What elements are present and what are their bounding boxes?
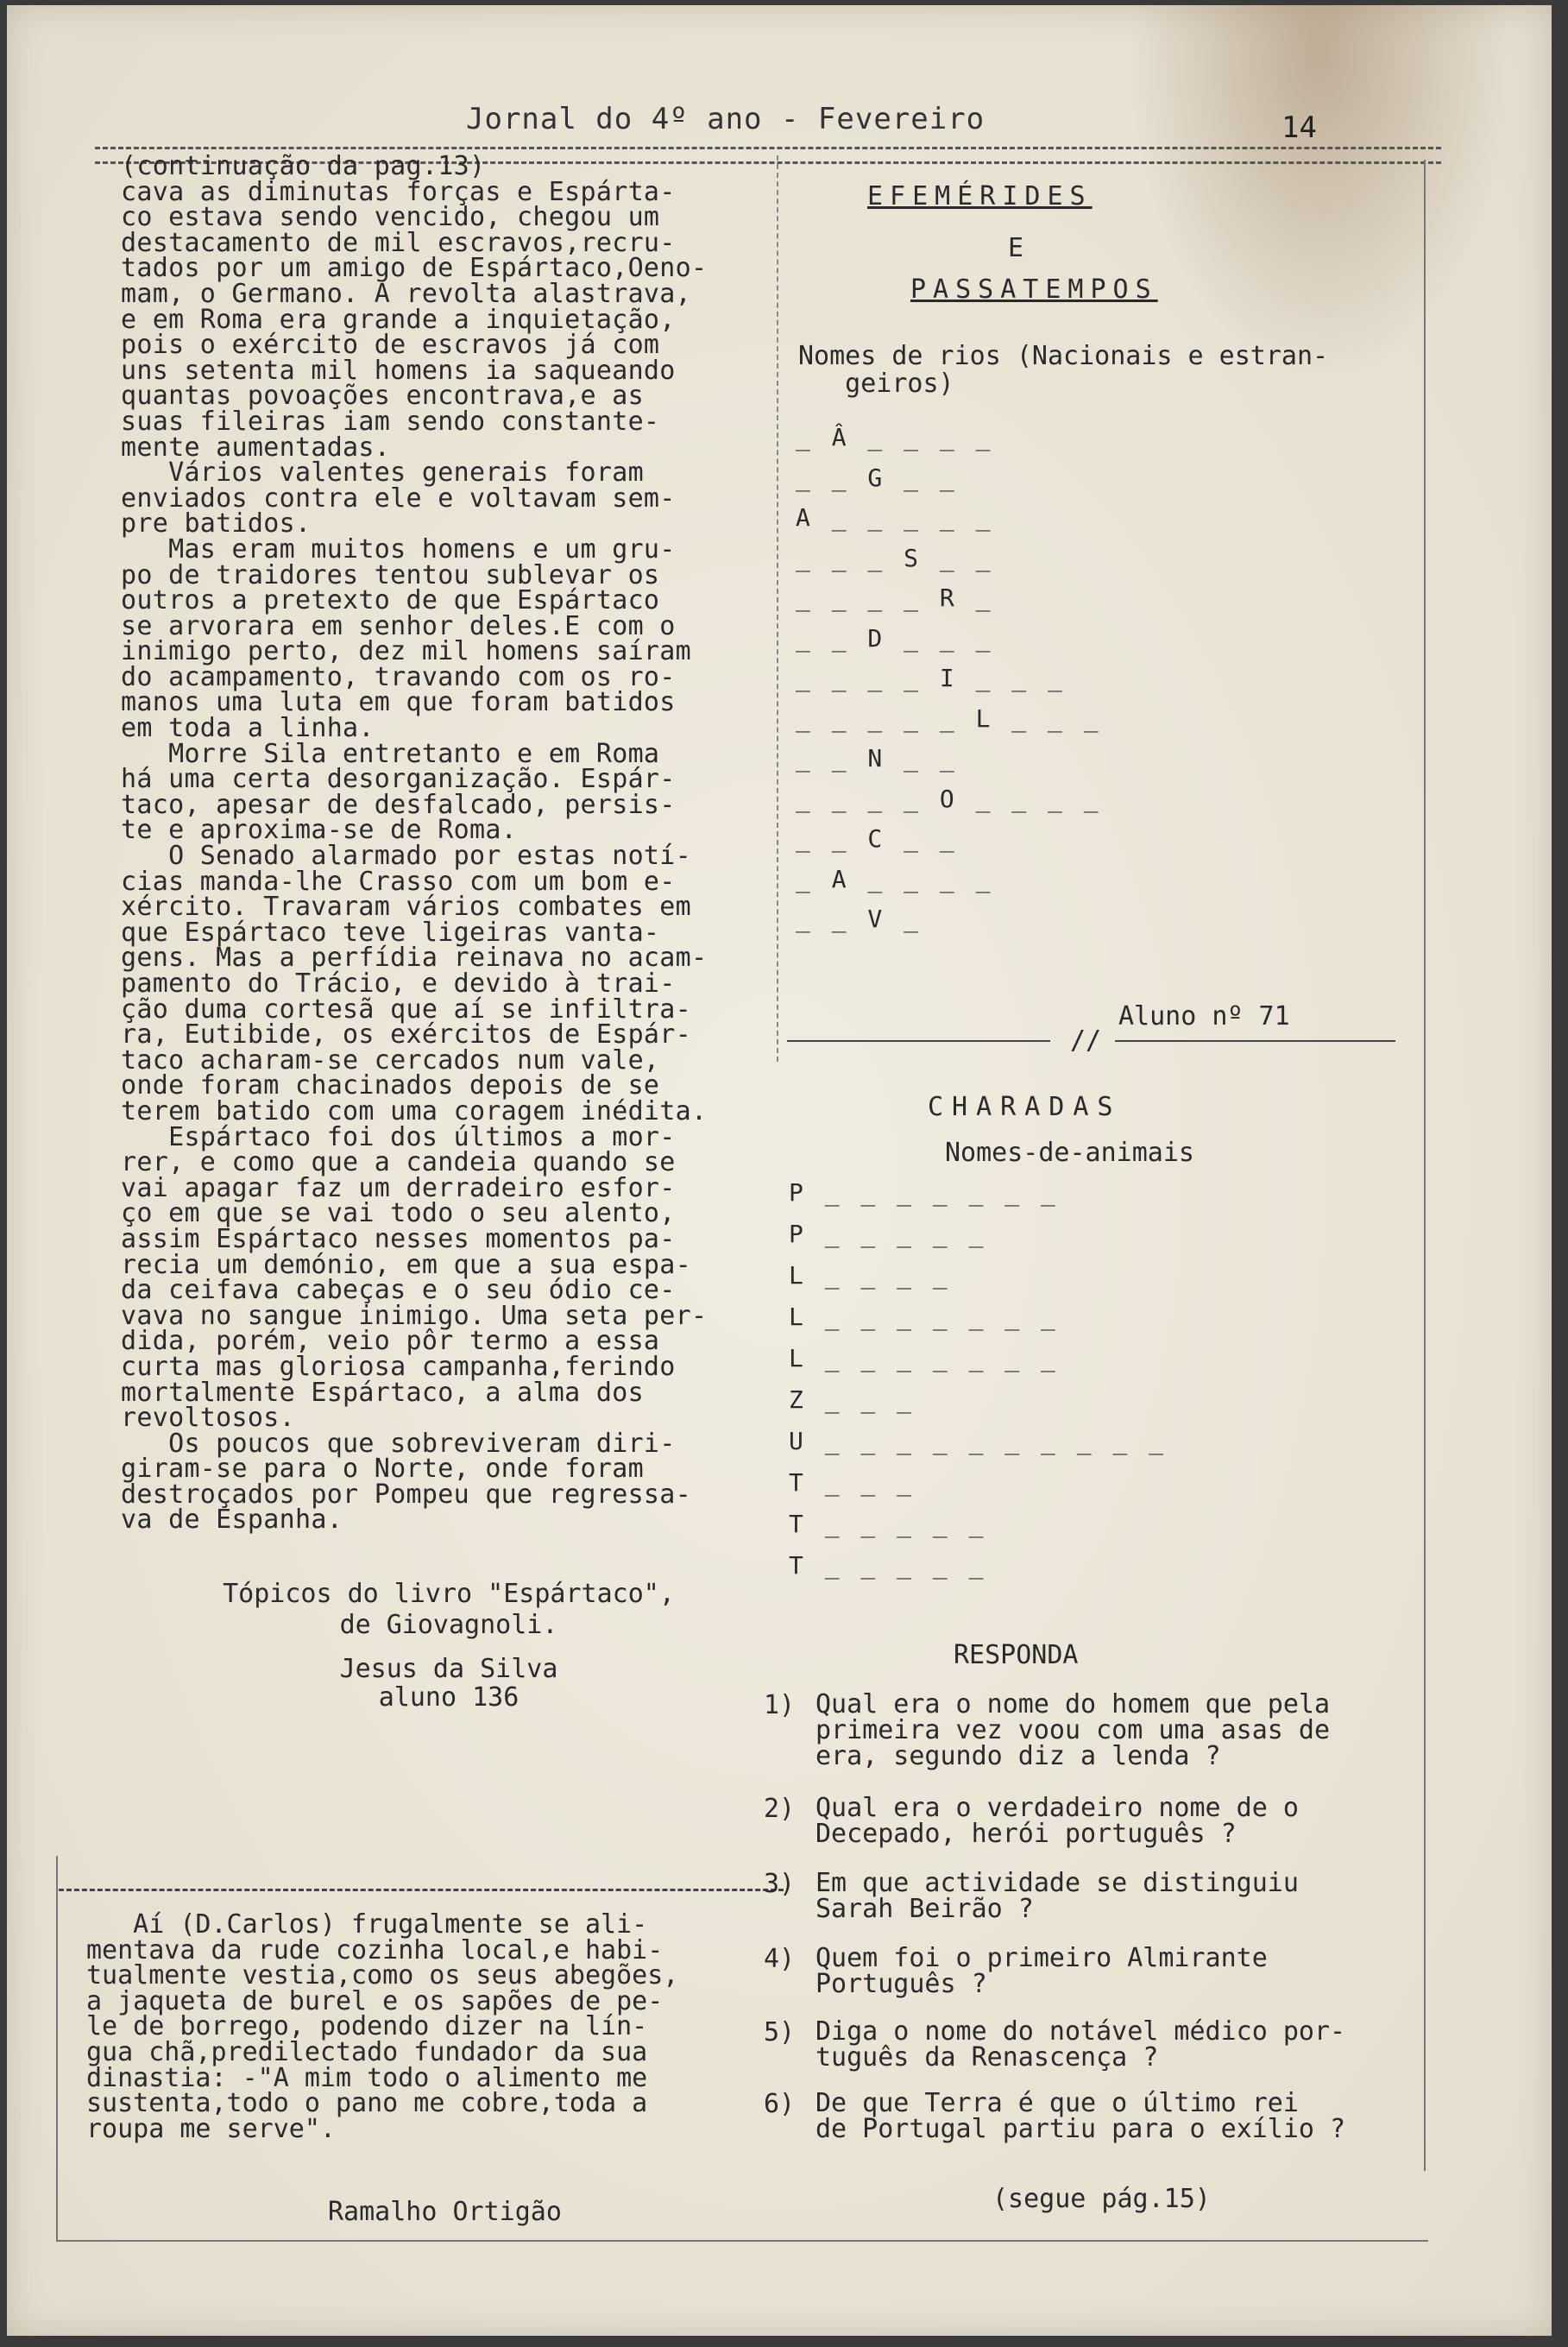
article-line: (continuação da pag.13)	[121, 151, 486, 181]
article-line: xército. Travaram vários combates em	[121, 892, 692, 923]
article-line: cias manda-lhe Crasso com um bom e-	[121, 866, 676, 897]
article-line: po de traidores tentou sublevar os	[121, 559, 660, 590]
article-line: quantas povoações encontrava,e as	[121, 381, 644, 412]
spartacus-article	[121, 151, 777, 1536]
charada-clue: L _ _ _ _ _ _ _	[789, 1303, 1059, 1331]
article-line: rer, e como que a candeia quando se	[121, 1147, 676, 1178]
left-separator	[59, 1889, 784, 1891]
article-line: dida, porém, veio pôr termo a essa	[121, 1326, 660, 1357]
article-line: destacamento de mil escravos,recru-	[121, 227, 676, 258]
river-clue: _ _ G _ _	[796, 463, 958, 492]
charada-clue: L _ _ _ _	[789, 1261, 951, 1290]
article-line: cava as diminutas forças e Espárta-	[121, 176, 676, 207]
question-number: 2)	[764, 1794, 796, 1824]
article-line: pre batidos.	[121, 508, 312, 539]
charada-clue: P _ _ _ _ _ _ _	[789, 1178, 1059, 1207]
article-line: onde foram chacinados depois de se	[121, 1070, 660, 1101]
river-clue: A _ _ _ _ _	[796, 503, 994, 532]
article-line: da ceifava cabeças e o seu ódio ce-	[121, 1275, 676, 1306]
continue-note: (segue pág.15)	[992, 2184, 1211, 2214]
article-line: vai apagar faz um derradeiro esfor-	[121, 1172, 676, 1203]
river-clue: _ A _ _ _ _	[796, 864, 994, 893]
quote-line: a jaqueta de burel e os sapões de pe-	[86, 1985, 664, 2016]
river-clue: _ _ C _ _	[796, 824, 958, 853]
article-line: ço em que se vai todo o seu alento,	[121, 1198, 676, 1229]
column-divider	[777, 155, 778, 1062]
article-line: O Senado alarmado por estas notí-	[121, 841, 692, 872]
article-line: vava no sangue inimigo. Uma seta per-	[121, 1300, 708, 1331]
quote-line: le de borrego, podendo dizer na lín-	[86, 2011, 648, 2042]
article-line: assim Espártaco nesses momentos pa-	[121, 1223, 676, 1254]
article-line: taco acharam-se cercados num vale,	[121, 1044, 660, 1076]
article-line: tados por um amigo de Espártaco,Oeno-	[121, 253, 708, 284]
article-line: suas fileiras iam sendo constante-	[121, 406, 660, 437]
divider-left-part	[787, 1040, 1050, 1042]
article-line: que Espártaco teve ligeiras vanta-	[121, 917, 660, 948]
article-line: enviados contra ele e voltavam sem-	[121, 483, 676, 514]
responda-title: RESPONDA	[954, 1640, 1079, 1670]
article-line: mente aumentadas.	[121, 432, 391, 463]
article-author-number: aluno 136	[378, 1682, 520, 1713]
charadas-subtitle: Nomes-de-animais	[945, 1138, 1194, 1168]
article-line: ra, Eutibide, os exércitos de Espár-	[121, 1019, 692, 1050]
article-line: Vários valentes generais foram	[121, 457, 644, 489]
river-clue: _ _ _ S _ _	[796, 543, 994, 572]
article-line: mortalmente Espártaco, a alma dos	[121, 1377, 644, 1408]
article-line: va de Espanha.	[121, 1505, 343, 1536]
article-line: Mas eram muitos homens e um gru-	[121, 533, 676, 565]
question-number: 3)	[764, 1869, 796, 1899]
rivers-intro-1: Nomes de rios (Nacionais e estran-	[798, 341, 1329, 371]
question-text: Qual era o verdadeiro nome de o Decepado, herói português ?	[815, 1793, 1299, 1849]
article-line: se arvorara em senhor deles.E com o	[121, 610, 676, 641]
divider-right-part	[1115, 1040, 1395, 1042]
question-text: De que Terra é que o último rei de Portugal partiu para o exílio ?	[815, 2088, 1346, 2144]
river-clue: _ _ V _	[796, 905, 923, 933]
rivers-intro-2: geiros)	[798, 369, 954, 399]
efemerides-and: E	[1008, 233, 1024, 263]
charada-clue: T _ _ _	[789, 1468, 916, 1497]
question-text: Quem foi o primeiro Almirante Português ?	[815, 1943, 1268, 1999]
article-line: em toda a linha.	[121, 713, 375, 744]
frame-bottom-border	[56, 2240, 1428, 2242]
river-clue: _ _ N _ _	[796, 744, 958, 773]
article-source-2: de Giovagnoli.	[339, 1610, 558, 1640]
question-text: Diga o nome do notável médico por- tuguês da Renascença ?	[815, 2016, 1346, 2073]
article-line: e em Roma era grande a inquietação,	[121, 304, 676, 335]
divider-mark: //	[1070, 1025, 1102, 1056]
rivers-author: Aluno nº 71	[1118, 1001, 1290, 1032]
article-line: Morre Sila entretanto e em Roma	[121, 738, 660, 769]
article-line: recia um demónio, em que a sua espa-	[121, 1249, 692, 1280]
efemerides-title: EFEMÉRIDES	[867, 181, 1093, 211]
river-clue: _ _ D _ _ _	[796, 623, 994, 653]
article-line: pamento do Trácio, e devido à trai-	[121, 968, 676, 999]
article-line: outros a pretexto de que Espártaco	[121, 585, 660, 616]
article-line: mam, o Germano. A revolta alastrava,	[121, 278, 692, 309]
charada-clue: T _ _ _ _ _	[789, 1551, 987, 1580]
article-line: Espártaco foi dos últimos a mor-	[121, 1121, 676, 1152]
article-line: inimigo perto, dez mil homens saíram	[121, 636, 692, 667]
article-line: te e aproxima-se de Roma.	[121, 815, 518, 846]
question-number: 6)	[764, 2089, 796, 2119]
article-line: revoltosos.	[121, 1403, 295, 1434]
quote-line: mentava da rude cozinha local,e habi-	[86, 1934, 664, 1965]
article-line: pois o exército de escravos já com	[121, 330, 660, 361]
article-line: há uma certa desorganização. Espár-	[121, 764, 676, 795]
quote-line: sustenta,todo o pano me cobre,toda a	[86, 2088, 648, 2119]
article-line: uns setenta mil homens ia saqueando	[121, 355, 676, 386]
article-line: curta mas gloriosa campanha,ferindo	[121, 1351, 676, 1382]
article-line: co estava sendo vencido, chegou um	[121, 202, 660, 233]
question-number: 5)	[764, 2017, 796, 2047]
article-line: ção duma cortesã que aí se infiltra-	[121, 994, 692, 1025]
quote-line: Aí (D.Carlos) frugalmente se ali-	[86, 1909, 648, 1940]
passatempos-title: PASSATEMPOS	[910, 274, 1158, 305]
article-line: terem batido com uma coragem inédita.	[121, 1095, 708, 1126]
article-line: taco, apesar de desfalcado, persis-	[121, 789, 676, 820]
question-number: 4)	[764, 1944, 796, 1974]
question-number: 1)	[764, 1690, 796, 1720]
charada-clue: L _ _ _ _ _ _ _	[789, 1344, 1059, 1372]
dcarlos-quote	[86, 1909, 777, 2144]
quote-line: dinastia: -"A mim todo o alimento me	[86, 2062, 648, 2093]
page-number: 14	[1281, 110, 1317, 145]
charada-clue: T _ _ _ _ _	[789, 1510, 987, 1538]
question-text: Qual era o nome do homem que pela primeira vez voou com uma asas de era, segundo diz a lenda ?	[815, 1689, 1331, 1771]
article-line: giram-se para o Norte, onde foram	[121, 1454, 644, 1485]
article-source-1: Tópicos do livro "Espártaco",	[223, 1579, 675, 1609]
river-clue: _ _ _ _ _ L _ _ _	[796, 703, 1102, 733]
article-line: Os poucos que sobreviveram diri-	[121, 1428, 676, 1459]
question-text: Em que actividade se distinguiu Sarah Beirão ?	[815, 1868, 1299, 1924]
quote-line: gua chã,predilectado fundador da sua	[86, 2036, 648, 2067]
charada-clue: P _ _ _ _ _	[789, 1220, 987, 1248]
article-line: gens. Mas a perfídia reinava no acam-	[121, 943, 708, 974]
article-line: manos uma luta em que foram batidos	[121, 687, 676, 718]
charada-clue: Z _ _ _	[789, 1385, 916, 1414]
article-line: do acampamento, travando com os ro-	[121, 661, 676, 692]
quote-line: roupa me serve".	[86, 2113, 336, 2144]
river-clue: _ _ _ _ I _ _ _	[796, 664, 1066, 692]
quote-line: tualmente vestia,como os seus abegões,	[86, 1960, 679, 1991]
river-clue: _ Â _ _ _ _	[796, 423, 994, 451]
article-author: Jesus da Silva	[339, 1654, 558, 1684]
river-clue: _ _ _ _ O _ _ _ _	[796, 784, 1102, 813]
charadas-title: CHARADAS	[928, 1092, 1122, 1122]
quote-signature: Ramalho Ortigão	[328, 2197, 562, 2227]
article-line: destroçados por Pompeu que regressa-	[121, 1479, 692, 1510]
river-clue: _ _ _ _ R _	[796, 584, 994, 612]
page-header-title: Jornal do 4º ano - Fevereiro	[466, 102, 986, 136]
frame-left-border	[56, 1856, 58, 2240]
charada-clue: U _ _ _ _ _ _ _ _ _ _	[789, 1427, 1168, 1455]
